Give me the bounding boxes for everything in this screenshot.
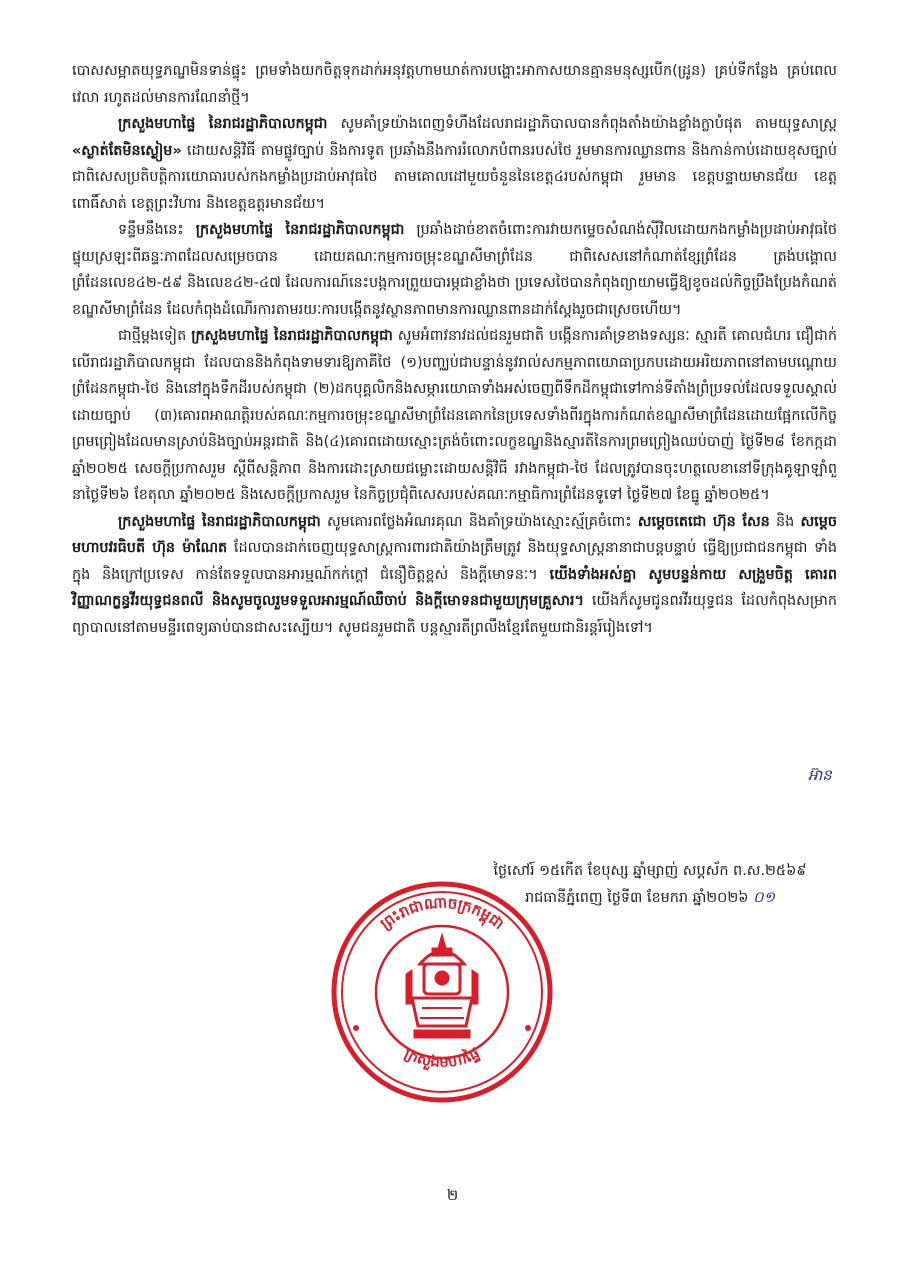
bold-text: ក្រសួងមហាផ្ទៃ នៃរាជរដ្ឋាភិបាលកម្ពុជា (195, 222, 405, 238)
lunar-date: ថ្ងៃសៅរ៍ ១៥កើត ខែបុស្ស ឆ្នាំម្សាញ់ សប្តស័ក ព.ស.២៥៦៩ (493, 863, 807, 879)
paragraph (72, 509, 837, 642)
text-run: បោសសម្អាតយុទ្ធភណ្ឌមិនទាន់ផ្ទុះ ព្រមទាំងយកចិត្តទុកដាក់អនុវត្តហាមឃាត់ការបង្ហោះអាកាសយានគ្មានមនុស្សបើក(ដ្រូន) គ្រប់ទីកន្លែង គ្រប់ពេលវេលា រហូតដល់មានការណែនាំថ្មី។ (72, 63, 837, 106)
text-run: សូមអំពាវនាវដល់ជនរួមជាតិ បង្កើនការគាំទ្រខាងទស្សនៈ ស្មារតី គោលជំហរ ជឿជាក់លើរាជរដ្ឋាភិបាលកម្ពុជា ដែលបាននិងកំពុងទាមទារឱ្យភាគីថៃ (១)បញ្ឈប់ជាបន្ទាន់នូវរាល់សកម្មភាពយោធាប្រកបដោយអរិយភាពនៅតាមបណ្ដោយព្រំដែនកម្ពុជា-ថៃ និងនៅក្នុងទឹកដីរបស់កម្ពុជា (២)ដកបុគ្គលិកនិងសម្ភារយោធាទាំងអស់ចេញពីទឹកដីកម្ពុជាទៅកាន់ទីតាំងព្រំប្រទល់ដែលទទួលស្គាល់ដោយច្បាប់ (៣)គោរពអាណត្តិរបស់គណៈកម្មការចម្រុះខណ្ឌសីមាព្រំដែនគោកនៃប្រទេសទាំងពីរក្នុងការកំណត់ខណ្ឌសីមាព្រំដែនដោយផ្អែកលើកិច្ចព្រមព្រៀងដែលមានស្រាប់និងច្បាប់អន្តរជាតិ និង(៤)គោរពដោយស្មោះត្រង់ចំពោះលក្ខខណ្ឌនិងស្មារតីនៃការព្រមព្រៀងឈប់បាញ់ ថ្ងៃទី២៨ ខែកក្កដា ឆ្នាំ២០២៥ សេចក្ដីប្រកាសរួម ស្ដីពីសន្តិភាព និងការដោះស្រាយជម្លោះដោយសន្តិវិធី រវាងកម្ពុជា-ថៃ ដែលត្រូវបានចុះហត្ថលេខានៅទីក្រុងគូឡាឡាំពួ នាថ្ងៃទី២៦ ខែតុលា ឆ្នាំ២០២៥ និងសេចក្ដីប្រកាសរួម នៃកិច្ចប្រជុំពិសេសរបស់គណៈកម្មាធិការព្រំដែនទូទៅ ថ្ងៃទី២៧ ខែធ្នូ ឆ្នាំ២០២៥។ (72, 328, 837, 503)
paragraph (72, 217, 837, 323)
bold-text: ក្រសួងមហាផ្ទៃ នៃរាជរដ្ឋាភិបាលកម្ពុជា (191, 328, 393, 344)
seal-bottom-text: ក្រសួងមហាផ្ទៃ (401, 1043, 483, 1071)
body-text (72, 58, 837, 641)
bold-text: សម្ដេចតេជោ ហ៊ុន សែន (637, 513, 770, 530)
closing-block (440, 858, 860, 911)
text-run: យើងក៏សូមជូនពរវីរយុទ្ធជន ដែលកំពុងសម្រាកព្យាបាលនៅតាមមន្ទីរពេទ្យឆាប់បានជាសះស្បើយ។ សូមជនរួមជាតិ បន្តស្មារតីព្រលឹងខ្មែរតែមួយជានិរន្តរ៍រៀងទៅ។ (72, 593, 838, 636)
seal-emblem-icon (406, 934, 478, 1038)
bold-text: យើងទាំងអស់គ្នា សូមបន្ទន់កាយ សង្រួមចិត្ត គោរពវិញ្ញាណក្ខន្ធវីរយុទ្ធជនពលី និងសូមចូលរួមទទួលអារម្មណ៍ឈឺចាប់ និងក្ដីមោទនជាមួយក្រុមគ្រួសារ។ (72, 566, 838, 609)
bold-text: សម្ដេចមហាបវរធិបតី ហ៊ុន ម៉ាណែត (72, 513, 837, 556)
text-run: សូមគាំទ្រយ៉ាងពេញទំហឹងដែលរាជរដ្ឋាភិបាលបានកំពុងតាំងយ៉ាងខ្លាំងក្លាបំផុត តាមយុទ្ធសាស្ត្រ (327, 116, 838, 132)
place-and-date: រាជធានីភ្នំពេញ ថ្ងៃទី៣ ខែមករា ឆ្នាំ២០២៦ ០១ (524, 888, 776, 906)
text-run: ទន្ទឹមនឹងនេះ (118, 222, 196, 238)
bold-text: ក្រសួងមហាផ្ទៃ នៃរាជរដ្ឋាភិបាលកម្ពុជា (118, 513, 321, 530)
text-run: ដោយសន្តិវិធី តាមផ្លូវច្បាប់ និងការទូត ប្រឆាំងនឹងការរំលោភបំពានរបស់ថៃ រួមមានការឈ្លានពាន និងកាន់កាប់ដោយខុសច្បាប់ ជាពិសេសប្រតិបត្តិការយោធារបស់កងកម្លាំងប្រដាប់អាវុធថៃ តាមគោលដៅមួយចំនួននៃខេត្ត៤របស់កម្ពុជា រួមមាន ខេត្តបន្ទាយមានជ័យ ខេត្តពោធិ៍សាត់ ខេត្តព្រះវិហារ និងខេត្តឧត្តរមានជ័យ។ (72, 142, 837, 212)
paragraph (72, 58, 837, 111)
text-run: ដែលបានដាក់ចេញយុទ្ធសាស្ត្រការពារជាតិយ៉ាងត្រឹមត្រូវ និងយុទ្ធសាស្ត្រនានាជាបន្តបន្ទាប់ ធ្វើឱ្យប្រជាជនកម្ពុជា ទាំងក្នុង និងក្រៅប្រទេស កាន់តែទទួលបានអារម្មណ៍កក់ក្ដៅ ជំនឿចិត្តខ្ពស់ និងក្ដីមោទនៈ។ (72, 540, 838, 583)
seal-top-text: ព្រះរាជាណាចក្រកម្ពុជា (376, 893, 508, 933)
text-run: សូមគោរពថ្លែងអំណរគុណ និងគាំទ្រយ៉ាងស្មោះស្ម័គ្រចំពោះ (320, 513, 638, 530)
page-number: ២ (446, 1186, 459, 1204)
handwritten-initials: អ៊ាន (808, 766, 832, 784)
text-run: និង (769, 513, 801, 530)
svg-text:ក្រសួងមហាផ្ទៃ (402, 1043, 483, 1072)
text-run: ជាថ្មីម្ដងទៀត (118, 328, 192, 344)
official-seal (328, 878, 556, 1106)
bold-text: «ស្ងាត់តែមិនស្ងៀម» (72, 142, 182, 159)
handwritten-number: ០១ (753, 888, 776, 906)
text-run: ប្រឆាំងដាច់ខាតចំពោះការវាយកម្ទេចសំណង់ស៊ីវិលដោយកងកម្លាំងប្រដាប់អាវុធថៃ ផ្ទុយស្រឡះពីឆន្ទៈភាពដែលសម្រេចបាន ដោយគណៈកម្មការចម្រុះខណ្ឌសីមាព្រំដែន ជាពិសេសនៅកំណាត់ខ្សែព្រំដែន ត្រង់បង្គោលព្រំដែនលេខ៤២-៥៩ និងលេខ៤២-៤៧ ដែលការណ៍នេះបង្កការព្រួយបារម្ភជាខ្លាំងថា ប្រទេសថៃបានកំពុងព្យាយាមធ្វើឱ្យខូចដល់កិច្ចប្រឹងប្រែងកំណត់ខណ្ឌសីមាព្រំដែន ដែលកំពុងដំណើរការតាមរយៈការបង្កើតនូវស្ថានភាពមានការឈ្លានពានដាក់ស្ដែងរួចជាស្រេចហើយ។ (72, 222, 838, 318)
bold-text: ក្រសួងមហាផ្ទៃ នៃរាជរដ្ឋាភិបាលកម្ពុជា (118, 116, 328, 132)
paragraph (72, 111, 837, 217)
paragraph (72, 323, 837, 509)
